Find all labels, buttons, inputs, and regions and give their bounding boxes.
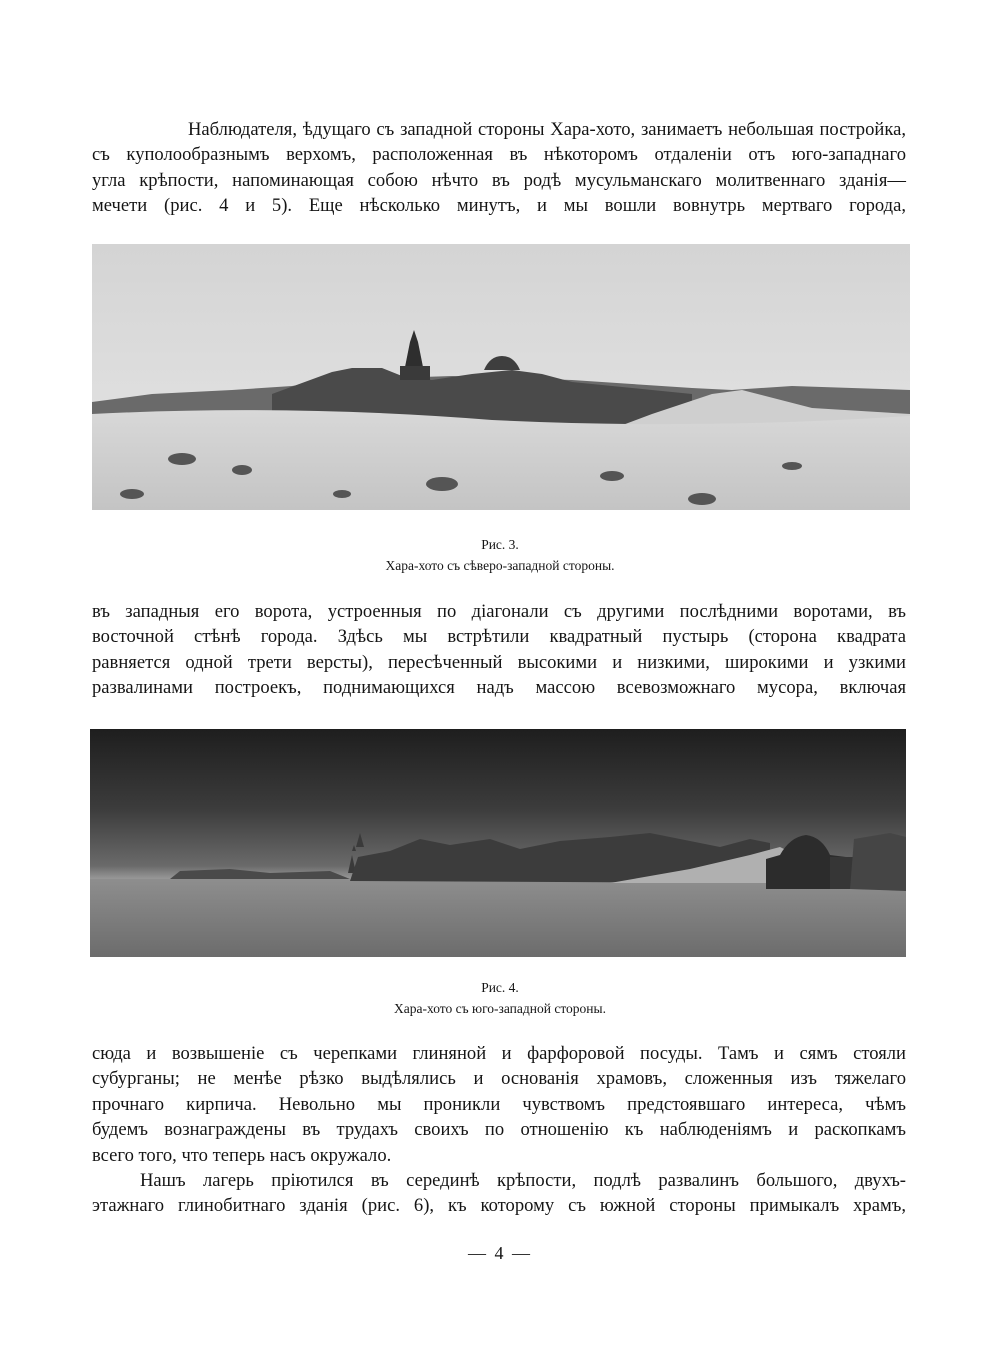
figure-4-label: Рис. 4. (481, 980, 519, 995)
paragraph-3 (92, 1041, 906, 1168)
text-line: равняется одной трети версты), пересѣченный высокими и низкими, широкими и узкими (92, 651, 906, 673)
figure-3-photo (92, 244, 910, 510)
text-line: субурганы; не менѣе рѣзко выдѣлялись и основанія храмовъ, сложенныя изъ тяжелаго (92, 1068, 906, 1090)
text-line: Наблюдателя, ѣдущаго съ западной стороны Хара-хото, занимаетъ небольшая постройка, (188, 119, 906, 140)
text-line: въ западныя его ворота, устроенныя по діагонали съ другими послѣдними воротами, въ (92, 601, 906, 622)
desert-ruins-southwest-image (90, 729, 906, 957)
text-line: сюда и возвышеніе съ черепками глиняной и фарфоровой посуды. Тамъ и сямъ стояли (92, 1043, 906, 1064)
text-line: Нашъ лагерь пріютился въ серединѣ крѣпости, подлѣ развалинъ большого, двухъ- (140, 1170, 906, 1191)
text-line: всего того, что теперь насъ окружало. (92, 1144, 392, 1166)
text-line: восточной стѣнѣ города. Здѣсь мы встрѣтили квадратный пустырь (сторона квадрата (92, 626, 906, 648)
figure-3-caption: Хара-хото съ сѣверо-западной стороны. (385, 558, 615, 573)
text-line: прочнаго кирпича. Невольно мы проникли чувствомъ предстоявшаго интереса, чѣмъ (92, 1093, 906, 1115)
figure-4-photo (90, 729, 906, 957)
paragraph-2 (92, 599, 906, 701)
page-number: — 4 — (468, 1243, 532, 1263)
text-line: этажнаго глинобитнаго зданія (рис. 6), къ которому съ южной стороны примыкалъ храмъ, (92, 1195, 906, 1217)
desert-ruins-northwest-image (92, 244, 910, 510)
figure-4-caption: Хара-хото съ юго-западной стороны. (394, 1001, 606, 1016)
text-line: угла крѣпости, напоминающая собою нѣчто въ родѣ мусульманскаго молитвеннаго зданія— (92, 169, 906, 191)
text-line: съ куполообразнымъ верхомъ, расположенная въ нѣкоторомъ отдаленіи отъ юго-западнаго (92, 144, 906, 166)
paragraph-1 (92, 117, 906, 219)
paragraph-4 (92, 1168, 906, 1219)
figure-3-label: Рис. 3. (481, 537, 519, 552)
text-line: развалинами построекъ, поднимающихся надъ массою всевозможнаго мусора, включая (92, 677, 906, 699)
text-line: мечети (рис. 4 и 5). Еще нѣсколько минутъ, и мы вошли вовнутрь мертваго города, (92, 195, 906, 217)
text-line: будемъ вознаграждены въ трудахъ своихъ по отношенію къ наблюденіямъ и раскопкамъ (92, 1119, 906, 1141)
